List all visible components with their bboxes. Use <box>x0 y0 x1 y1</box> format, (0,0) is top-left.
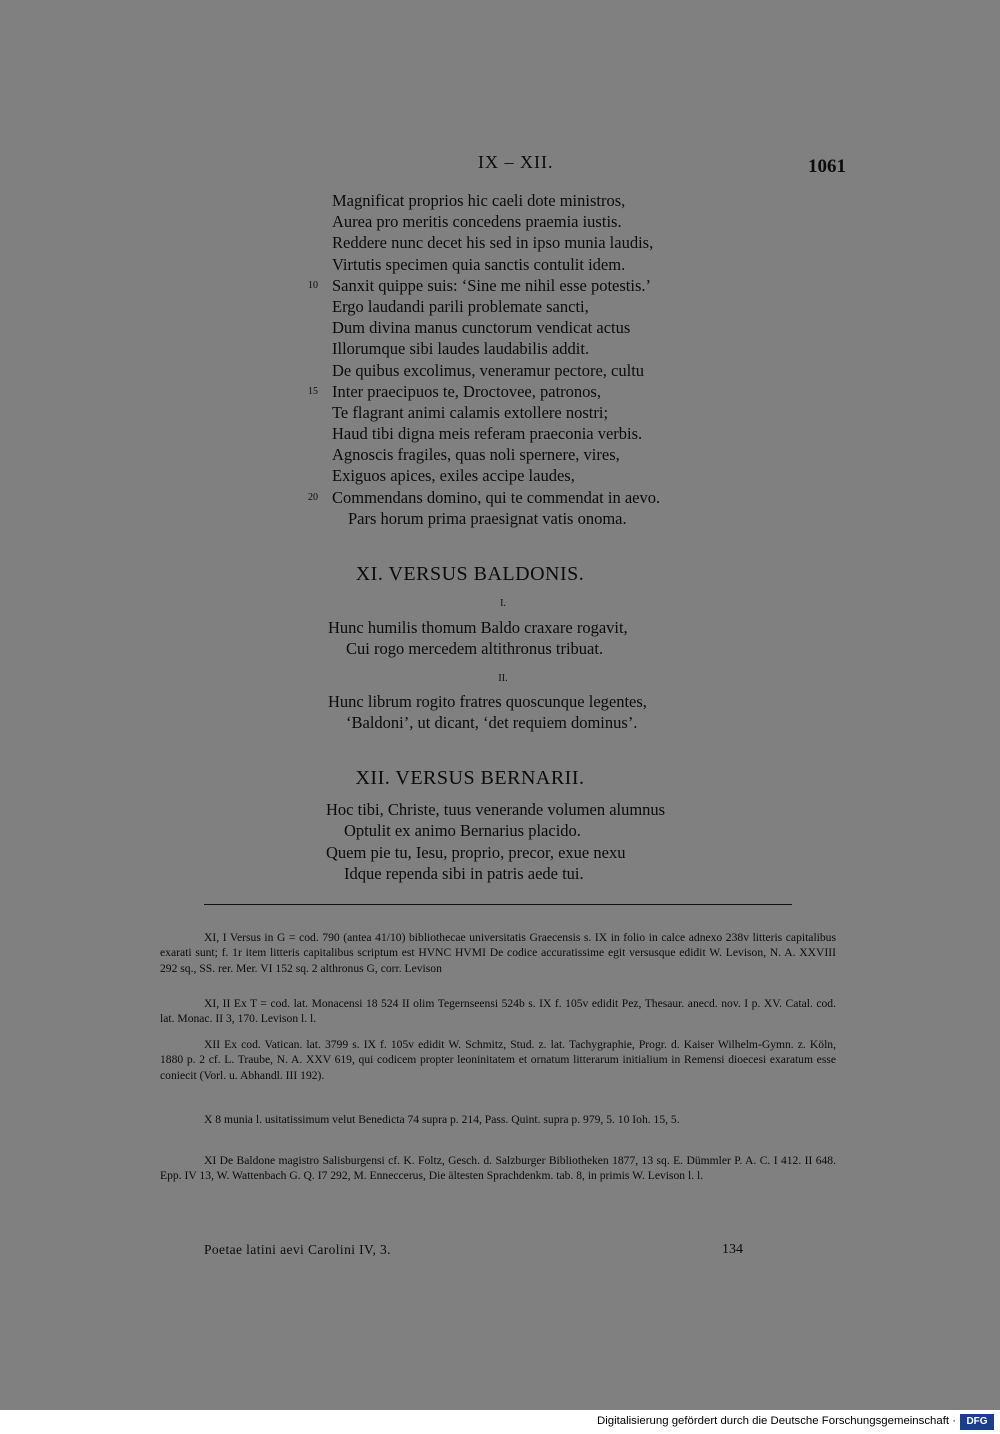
poem-line <box>332 190 752 211</box>
digitization-credit: Digitalisierung gefördert durch die Deutsche Forschungsgemeinschaft · <box>597 1415 956 1427</box>
verse-line: Hunc humilis thomum Baldo craxare rogavit, <box>328 618 628 637</box>
section-title-xii: XII. VERSUS BERNARII. <box>355 767 585 789</box>
footnote-apparatus-xi-ii: XI, II Ex T = cod. lat. Monacensi 18 524 II olim Tegernseensi 524b s. IX f. 105v edidit Pez, Thesaur. anecd. nov. I p. XV. Catal. cod. lat. Monac. II 3, 170. Levison l. l. <box>160 997 836 1026</box>
subsection-number-ii: II. <box>498 673 508 684</box>
poem-line <box>332 402 752 423</box>
poem-line-text: Exiguos apices, exiles accipe laudes, <box>332 466 575 486</box>
verse-line: ‘Baldoni’, ut dicant, ‘det requiem dominus’. <box>346 713 638 732</box>
poem-line-text: Reddere nunc decet his sed in ipso munia laudis, <box>332 233 654 253</box>
line-number: 20 <box>308 491 318 503</box>
footnote-apparatus-xii: XII Ex cod. Vatican. lat. 3799 s. IX f. 105v edidit W. Schmitz, Stud. z. lat. Tachygraphie, Progr. d. Kaiser Wilhelm-Gymn. z. Köln, 1880 p. 2 cf. L. Traube, N. A. XXV 619, qui codicem propter leoninitatem et ornatum litterarum initialium in Remensi dioecesi exaratum esse coniecit (Vorl. u. Abhandl. III 192). <box>160 1038 836 1082</box>
poem-line-text: Commendans domino, qui te commendat in aevo. <box>332 487 661 507</box>
subsection-number-i: I. <box>500 598 506 609</box>
series-footer: Poetae latini aevi Carolini IV, 3. <box>204 1242 391 1257</box>
footnote-notes-x: X 8 munia l. usitatissimum velut Benedicta 74 supra p. 214, Pass. Quint. supra p. 979, 5. 10 Ioh. 15, 5. <box>204 1113 680 1126</box>
footnote-apparatus-xi-i: XI, I Versus in G = cod. 790 (antea 41/10) bibliothecae universitatis Graecensis s. IX in folio in calce adnexo 238v litteris capitalibus exarati sunt; f. 1r item litteris capitalibus scriptum est HVNC HVMI De codice accuratissime egit versusque edidit W. Levison, N. A. XXVIII 292 sq., SS. rer. Mer. VI 152 sq. 2 althronus G, corr. Levison <box>160 931 836 975</box>
line-number: 15 <box>308 385 318 397</box>
poem-line <box>332 465 752 486</box>
poem-line-text: Pars horum prima praesignat vatis onoma. <box>348 508 627 528</box>
poem-line-text: Magnificat proprios hic caeli dote ministros, <box>332 191 626 210</box>
verse-line: Quem pie tu, Iesu, proprio, precor, exue nexu <box>326 843 626 862</box>
poem-line-text: Te flagrant animi calamis extollere nostri; <box>332 402 609 422</box>
poem-line <box>332 296 752 317</box>
section-title-xi: XI. VERSUS BALDONIS. <box>355 563 585 585</box>
poem-line <box>332 317 752 338</box>
poem-line <box>308 487 752 508</box>
poem-line-text: Inter praecipuos te, Droctovee, patronos, <box>332 381 601 401</box>
poem-line-text: Sanxit quippe suis: ‘Sine me nihil esse potestis.’ <box>332 275 651 295</box>
poem-line-text: Agnoscis fragiles, quas noli spernere, vires, <box>332 445 620 465</box>
poem-x <box>308 190 752 529</box>
footnote-notes-xi: XI De Baldone magistro Salisburgensi cf. K. Foltz, Gesch. d. Salzburger Bibliotheken 1877, 13 sq. E. Dümmler P. A. C. I 412. II 648. Epp. IV 13, W. Wattenbach G. Q. I7 292, M. Enneccerus, Die ältesten Sprachdenkm. tab. 8, in primis W. Levison l. l. <box>160 1154 836 1183</box>
poem-line-text: De quibus excolimus, veneramur pectore, cultu <box>332 360 645 380</box>
poem-line <box>332 232 752 253</box>
poem-line <box>308 381 752 402</box>
verse-line: Idque rependa sibi in patris aede tui. <box>344 864 584 883</box>
verse-line: Cui rogo mercedem altithronus tribuat. <box>346 639 604 658</box>
poem-line <box>332 254 752 275</box>
verse-line: Hoc tibi, Christe, tuus venerande volumen alumnus <box>326 800 666 819</box>
poem-line-text: Ergo laudandi parili problemate sancti, <box>332 296 589 316</box>
line-number: 10 <box>308 279 318 291</box>
verse-line: Optulit ex animo Bernarius placido. <box>344 821 581 840</box>
poem-line <box>332 423 752 444</box>
running-title: IX – XII. <box>478 152 554 172</box>
poem-line-text: Haud tibi digna meis referam praeconia verbis. <box>332 424 643 444</box>
poem-line <box>308 275 752 296</box>
dfg-logo: DFG <box>960 1414 994 1430</box>
digitization-banner <box>0 1410 1000 1434</box>
signature-mark: 134 <box>722 1242 743 1257</box>
poem-line <box>332 508 752 529</box>
footnote-rule <box>204 904 792 905</box>
verse-line: Hunc librum rogito fratres quoscunque legentes, <box>328 692 647 711</box>
poem-line <box>332 338 752 359</box>
poem-line <box>332 211 752 232</box>
poem-line-text: Aurea pro meritis concedens praemia iustis. <box>332 212 622 232</box>
poem-line-text: Dum divina manus cunctorum vendicat actus <box>332 318 631 338</box>
poem-line-text: Virtutis specimen quia sanctis contulit idem. <box>332 254 626 274</box>
poem-line-text: Illorumque sibi laudes laudabilis addit. <box>332 339 590 359</box>
poem-line <box>332 360 752 381</box>
page-number: 1061 <box>808 156 846 177</box>
poem-line <box>332 444 752 465</box>
